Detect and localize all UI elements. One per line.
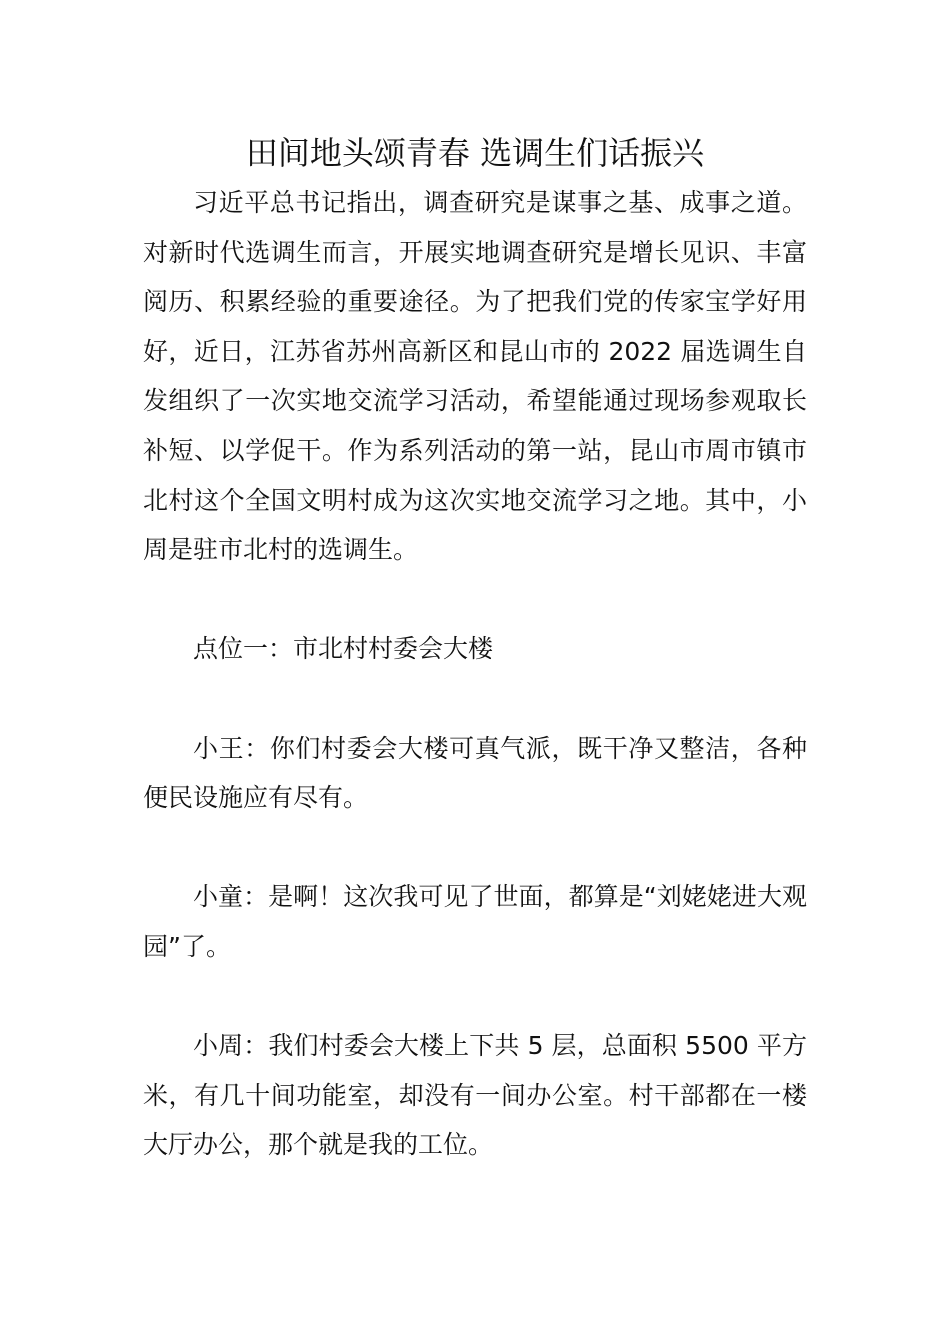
- dialogue-xiaozhou: 小周：我们村委会大楼上下共 5 层，总面积 5500 平方米，有几十间功能室，却没有一间办公室。村干部都在一楼大厅办公，那个就是我的工位。: [143, 1031, 807, 1160]
- section-heading-location-1: 点位一：市北村村委会大楼: [193, 634, 494, 664]
- dialogue-xiaotong: 小童：是啊！这次我可见了世面，都算是“刘姥姥进大观园”了。: [143, 882, 807, 961]
- paragraph-spacer: [143, 972, 807, 1022]
- paragraph-spacer: [143, 823, 807, 873]
- document-title: 田间地头颂青春 选调生们话振兴: [245, 134, 705, 172]
- dialogue-xiaowang: 小王：你们村委会大楼可真气派，既干净又整洁，各种便民设施应有尽有。: [143, 733, 807, 813]
- paragraph-spacer: [143, 575, 807, 625]
- paragraph-intro: 习近平总书记指出，调查研究是谋事之基、成事之道。对新时代选调生而言，开展实地调查研究是增长见识、丰富阅历、积累经验的重要途径。为了把我们党的传家宝学好用好，近日，江苏省苏州高新区和昆山市的 2022 届选调生自发组织了一次实地交流学习活动，希望能通过现场参观取长补短、以学促干。作为系列活动的第一站，昆山市周市镇市北村这个全国文明村成为这次实地交流学习之地。其中，小周是驻市北村的选调生。: [143, 188, 807, 565]
- document-body: [143, 128, 807, 1170]
- paragraph-spacer: [143, 674, 807, 724]
